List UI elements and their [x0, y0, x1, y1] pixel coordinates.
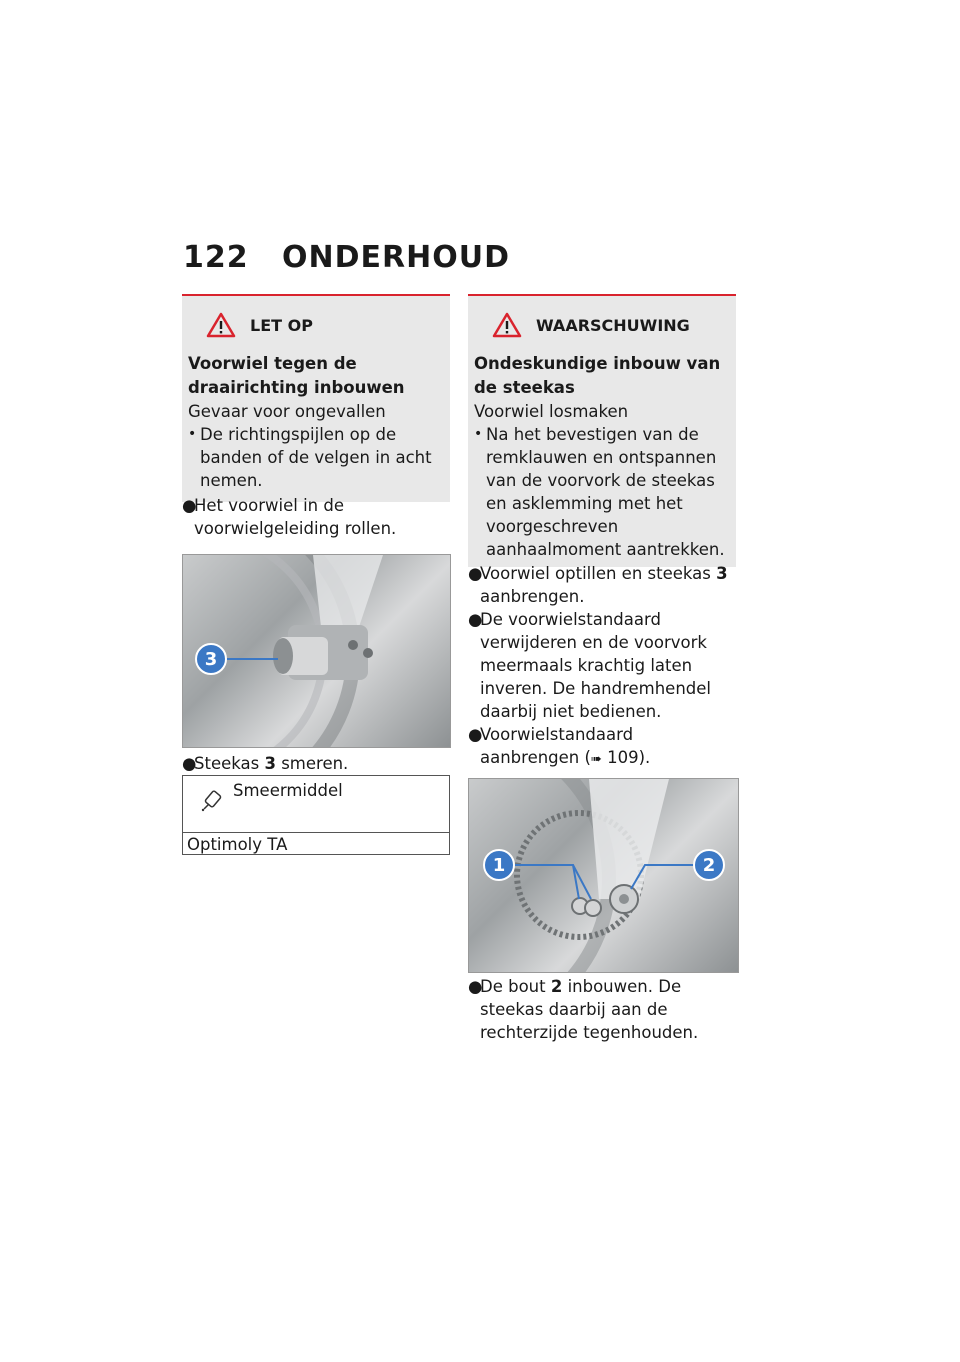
caution-header [188, 312, 442, 338]
warning-bullet-text: Na het bevestigen van de remklauwen en ontspannen van de voorvork de steekas en asklemming met het voorgeschreven aanhaalmoment aantrekken. [486, 425, 725, 559]
warning-label: WAARSCHUWING [536, 315, 690, 335]
axle-photo-right [468, 778, 739, 973]
axle-photo-left [182, 554, 451, 748]
left-step-2 [182, 752, 450, 775]
right-step-3-text[interactable]: Voorwielstandaard aanbrengen (➠ 109). [480, 725, 651, 767]
right-step-2-text: De voorwielstandaard verwijderen en de voorvork meermaals krachtig laten inveren. De handremhendel daarbij niet bedienen. [480, 610, 711, 721]
caution-subtitle: Gevaar voor ongevallen [188, 402, 386, 421]
page-title: ONDERHOUD [282, 240, 510, 275]
warning-triangle-icon [206, 312, 236, 338]
lubricant-label: Smeermiddel [233, 781, 343, 800]
page-reference-arrow-icon: ➠ [590, 752, 602, 767]
warning-bullet [474, 423, 728, 561]
caution-bullet-text: De richtingspijlen op de banden of de velgen in acht nemen. [200, 425, 432, 490]
warning-triangle-icon [492, 312, 522, 338]
caution-box [182, 294, 450, 502]
page-reference[interactable]: 109 [607, 748, 639, 767]
right-steps [468, 562, 736, 771]
warning-header [474, 312, 728, 338]
step-dot-icon: ● [468, 725, 483, 744]
warning-subtitle: Voorwiel losmaken [474, 402, 629, 421]
warning-box [468, 294, 736, 567]
step-dot-icon: ● [468, 564, 483, 583]
left-step-1-text: Het voorwiel in de voorwielgeleiding rollen. [194, 496, 397, 538]
right-step-3 [468, 723, 736, 771]
caution-bullet [188, 423, 442, 492]
left-step-2-text: Steekas 3 smeren. [194, 754, 349, 773]
step-dot-icon: ● [182, 496, 197, 515]
caution-label: LET OP [250, 315, 313, 335]
callout-1: 1 [483, 849, 515, 881]
right-step-4-text: De bout 2 inbouwen. De steekas daarbij aan de rechterzijde tegenhouden. [480, 977, 699, 1042]
warning-title: Ondeskundige inbouw van de steekas [474, 354, 721, 397]
bullet-dot-icon: • [474, 426, 483, 442]
page-number: 122 [183, 240, 249, 275]
callout-2: 2 [693, 849, 725, 881]
right-step-2 [468, 608, 736, 723]
lubricant-value: Optimoly TA [187, 835, 288, 854]
step-dot-icon: ● [468, 977, 483, 996]
right-step-1 [468, 562, 736, 608]
step-dot-icon: ● [182, 754, 197, 773]
lubricant-icon [199, 786, 227, 814]
left-step-1 [182, 494, 450, 540]
bullet-dot-icon: • [188, 426, 197, 442]
callout-3: 3 [195, 643, 227, 675]
caution-title: Voorwiel tegen de draairichting inbouwen [188, 354, 405, 397]
step-dot-icon: ● [468, 610, 483, 629]
right-step-4 [468, 975, 736, 1044]
right-step-1-text: Voorwiel optillen en steekas 3 aanbrengen. [480, 564, 728, 606]
lubricant-table [182, 775, 450, 855]
